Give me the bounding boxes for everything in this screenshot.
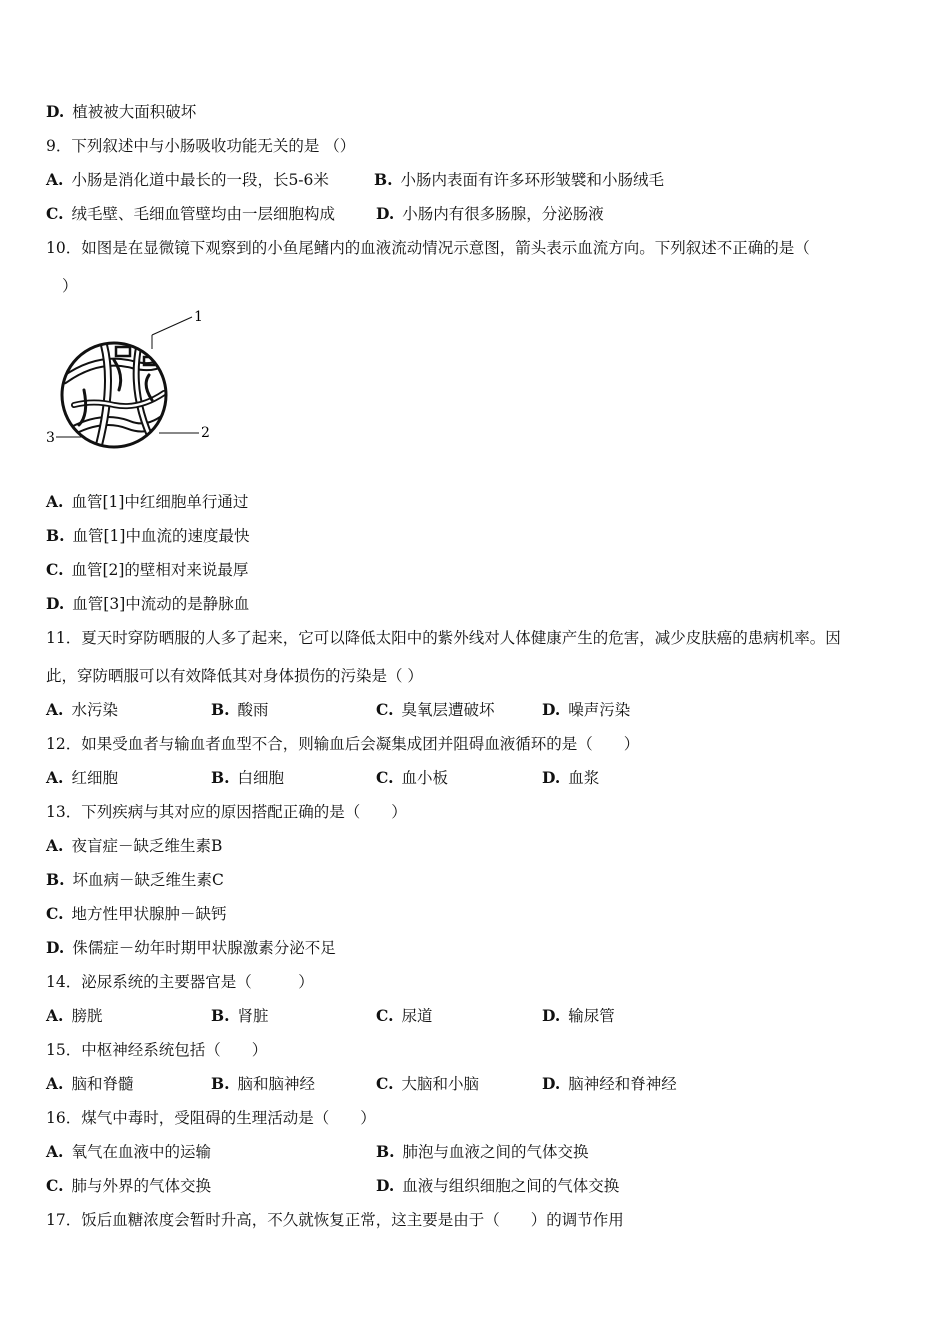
blood-vessel-diagram bbox=[44, 305, 214, 475]
q11-option-c: C. 臭氧层遭破坏 bbox=[376, 700, 495, 719]
q15-option-b: B. 脑和脑神经 bbox=[211, 1074, 316, 1093]
q9-stem: 9．下列叙述中与小肠吸收功能无关的是 （） bbox=[46, 137, 356, 155]
q16-option-d: D. 血液与组织细胞之间的气体交换 bbox=[376, 1176, 620, 1195]
q12-option-c: C. 血小板 bbox=[376, 768, 448, 787]
q9-option-b: B. 小肠内表面有许多环形皱襞和小肠绒毛 bbox=[374, 170, 665, 189]
q14-option-a: A. 膀胱 bbox=[46, 1006, 103, 1025]
q8-option-d bbox=[46, 102, 196, 122]
q11-stem-line2: 此，穿防晒服可以有效降低其对身体损伤的污染是（ ） bbox=[46, 667, 423, 685]
q10-option-d: D. 血管[3]中流动的是静脉血 bbox=[46, 594, 250, 613]
option-text: 植被被大面积破坏 bbox=[72, 103, 197, 121]
figure-label-1: 1 bbox=[194, 309, 203, 325]
figure-label-2: 2 bbox=[201, 425, 210, 441]
q11-stem-line1: 11．夏天时穿防晒服的人多了起来，它可以降低太阳中的紫外线对人体健康产生的危害，减少皮肤癌的患病机率。因 bbox=[46, 629, 841, 647]
q16-option-b: B. 肺泡与血液之间的气体交换 bbox=[376, 1142, 589, 1161]
q10-option-a: A. 血管[1]中红细胞单行通过 bbox=[46, 492, 249, 511]
figure-label-3: 3 bbox=[46, 430, 55, 446]
label-1-leader bbox=[152, 317, 192, 335]
q12-stem: 12．如果受血者与输血者血型不合，则输血后会凝集成团并阻碍血液循环的是（ ） bbox=[46, 735, 640, 753]
q15-stem: 15．中枢神经系统包括（ ） bbox=[46, 1041, 268, 1059]
q13-option-b: B. 坏血病－缺乏维生素C bbox=[46, 870, 224, 889]
q16-option-c: C. 肺与外界的气体交换 bbox=[46, 1176, 211, 1195]
q9-option-c: C. 绒毛壁、毛细血管壁均由一层细胞构成 bbox=[46, 204, 335, 223]
q15-option-a: A. 脑和脊髓 bbox=[46, 1074, 134, 1093]
q11-option-d: D. 噪声污染 bbox=[542, 700, 631, 719]
option-label: D. bbox=[46, 102, 65, 121]
q11-option-b: B. 酸雨 bbox=[211, 700, 269, 719]
q9-option-a: A. 小肠是消化道中最长的一段，长5-6米 bbox=[46, 170, 329, 189]
q13-stem: 13．下列疾病与其对应的原因搭配正确的是（ ） bbox=[46, 803, 407, 821]
q13-option-a: A. 夜盲症－缺乏维生素B bbox=[46, 836, 223, 855]
q14-stem: 14．泌尿系统的主要器官是（ ） bbox=[46, 973, 314, 991]
q13-option-d: D. 侏儒症－幼年时期甲状腺激素分泌不足 bbox=[46, 938, 336, 957]
q12-option-a: A. 红细胞 bbox=[46, 768, 118, 787]
q10-stem-line1: 10．如图是在显微镜下观察到的小鱼尾鳍内的血液流动情况示意图，箭头表示血流方向。下列叙述不正确的是（ bbox=[46, 239, 810, 257]
q10-option-c: C. 血管[2]的壁相对来说最厚 bbox=[46, 560, 249, 579]
q14-option-c: C. 尿道 bbox=[376, 1006, 433, 1025]
q14-option-d: D. 输尿管 bbox=[542, 1006, 615, 1025]
q16-stem: 16．煤气中毒时，受阻碍的生理活动是（ ） bbox=[46, 1109, 376, 1127]
q16-option-a: A. 氧气在血液中的运输 bbox=[46, 1142, 211, 1161]
q9-option-d: D. 小肠内有很多肠腺，分泌肠液 bbox=[376, 204, 604, 223]
q11-option-a: A. 水污染 bbox=[46, 700, 118, 719]
q10-option-b: B. 血管[1]中血流的速度最快 bbox=[46, 526, 250, 545]
q15-option-c: C. 大脑和小脑 bbox=[376, 1074, 479, 1093]
q12-option-b: B. 白细胞 bbox=[211, 768, 285, 787]
q14-option-b: B. 肾脏 bbox=[211, 1006, 269, 1025]
q13-option-c: C. 地方性甲状腺肿－缺钙 bbox=[46, 904, 227, 923]
q10-stem-line2: ） bbox=[62, 277, 78, 295]
q15-option-d: D. 脑神经和脊神经 bbox=[542, 1074, 677, 1093]
q17-stem: 17．饭后血糖浓度会暂时升高，不久就恢复正常，这主要是由于（ ）的调节作用 bbox=[46, 1211, 624, 1229]
q12-option-d: D. 血浆 bbox=[542, 768, 600, 787]
